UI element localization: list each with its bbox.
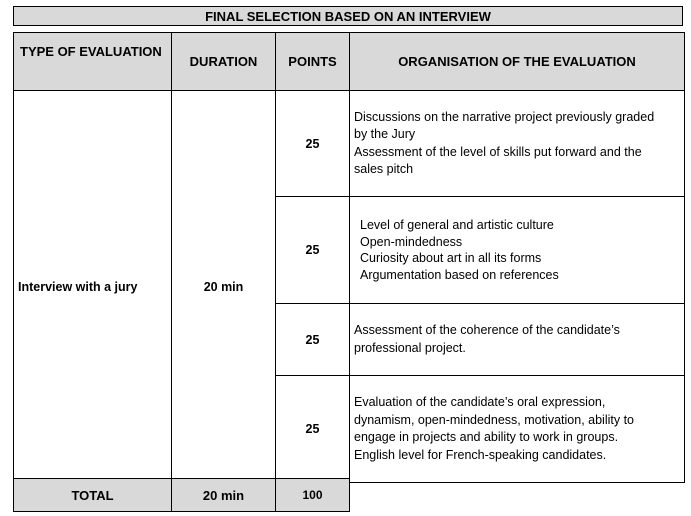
organisation-cell <box>350 91 685 197</box>
organisation-line: Discussions on the narrative project previously graded <box>354 109 655 124</box>
organisation-line: Assessment of the coherence of the candidate’s <box>354 323 620 337</box>
table-title: FINAL SELECTION BASED ON AN INTERVIEW <box>13 6 683 26</box>
organisation-line: dynamism, open-mindedness, motivation, ability to <box>354 412 634 427</box>
header-organisation: ORGANISATION OF THE EVALUATION <box>350 33 685 91</box>
organisation-line: sales pitch <box>354 162 414 176</box>
organisation-line: by the Jury <box>354 127 416 141</box>
evaluation-table <box>13 32 685 483</box>
organisation-line: Open-mindedness <box>360 234 463 249</box>
total-points: 100 <box>276 479 350 512</box>
organisation-line: Evaluation of the candidate’s oral expression, <box>354 395 606 409</box>
points-cell: 25 <box>276 376 350 483</box>
evaluation-duration-cell: 20 min <box>172 91 276 483</box>
header-type: TYPE OF EVALUATION <box>14 33 172 91</box>
total-table <box>13 478 350 512</box>
organisation-cell <box>350 304 685 376</box>
organisation-line: Assessment of the level of skills put forward and the <box>354 144 642 159</box>
header-points: POINTS <box>276 33 350 91</box>
organisation-line: Level of general and artistic culture <box>360 218 554 232</box>
points-cell: 25 <box>276 91 350 197</box>
organisation-line: Argumentation based on references <box>360 267 559 282</box>
total-row <box>14 479 350 512</box>
table-row <box>14 91 685 197</box>
organisation-line: professional project. <box>354 340 466 355</box>
organisation-line: English level for French-speaking candidates. <box>354 447 607 462</box>
organisation-cell <box>350 376 685 483</box>
header-row <box>14 33 685 91</box>
organisation-cell <box>350 197 685 304</box>
points-cell: 25 <box>276 197 350 304</box>
organisation-line: engage in projects and ability to work in groups. <box>354 430 619 444</box>
organisation-line: Curiosity about art in all its forms <box>360 251 542 265</box>
total-label: TOTAL <box>14 479 172 512</box>
total-duration: 20 min <box>172 479 276 512</box>
header-duration: DURATION <box>172 33 276 91</box>
evaluation-type-cell: Interview with a jury <box>14 91 172 483</box>
points-cell: 25 <box>276 304 350 376</box>
